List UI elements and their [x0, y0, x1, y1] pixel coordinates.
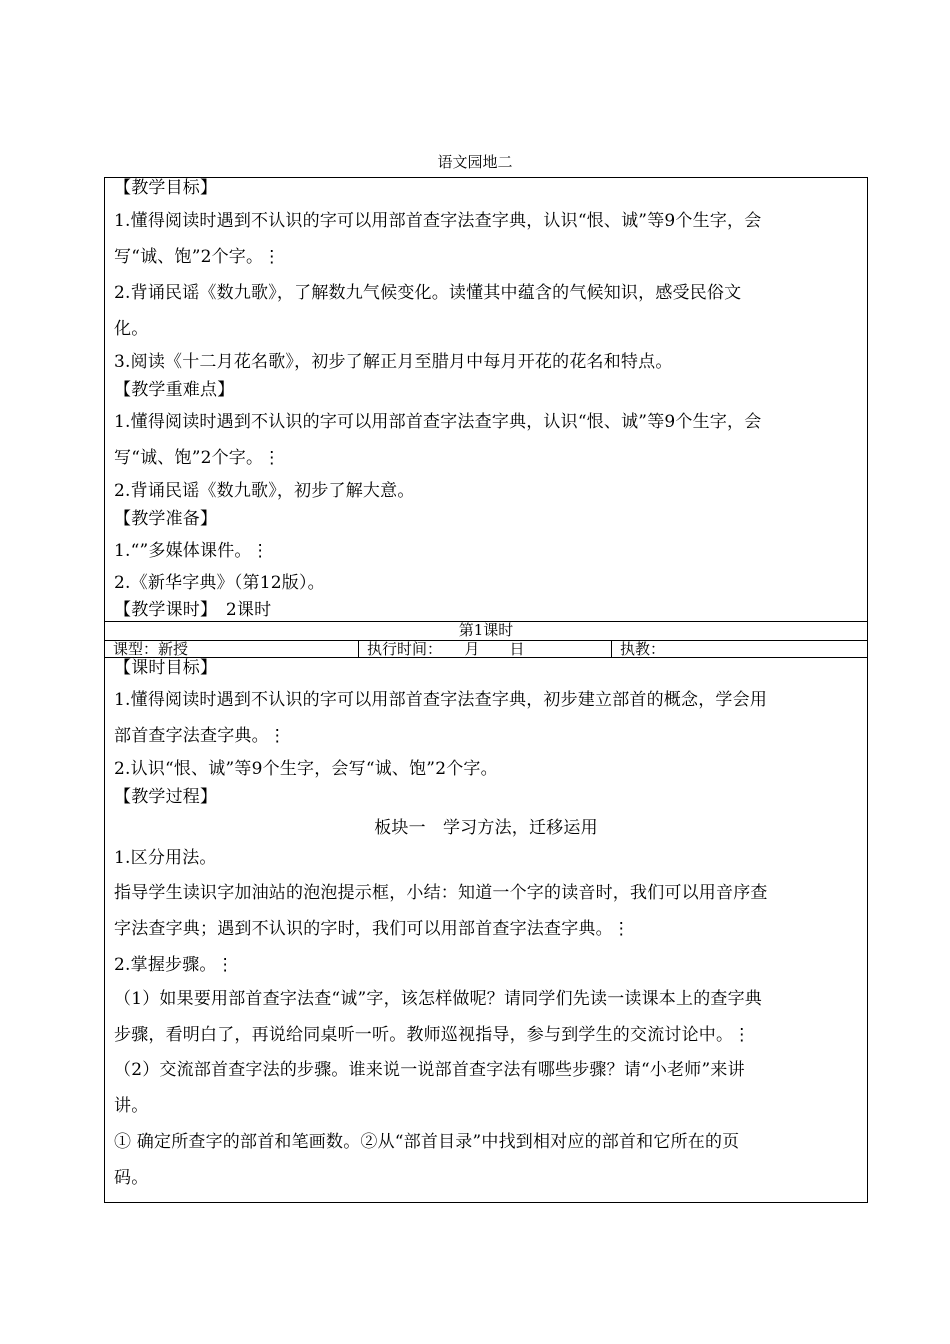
heading-lesson-goals: 【课时目标】 [114, 658, 218, 678]
lesson-title-row [104, 621, 868, 640]
teacher: 执教： [620, 641, 666, 657]
page-title: 语文园地二 [437, 153, 513, 171]
text-line: 部首查字法查字典。⋮ [114, 726, 286, 746]
text-line: 2.认识“恨、诚”等9个生字，会写“诚、饱”2个字。 [114, 759, 498, 779]
text-line: 2.掌握步骤。⋮ [114, 955, 234, 975]
text-line: 码。 [114, 1168, 149, 1188]
heading-preparation: 【教学准备】 [114, 509, 218, 529]
text-line: 1.懂得阅读时遇到不认识的字可以用部首查字法查字典，认识“恨、诚”等9个生字，会 [114, 211, 762, 231]
text-line: 3.阅读《十二月花名歌》，初步了解正月至腊月中每月开花的花名和特点。 [114, 352, 673, 372]
text-line: 1.“”多媒体课件。⋮ [114, 541, 269, 561]
text-line: （1）如果要用部首查字法查“诚”字，该怎样做呢？请同学们先读一读课本上的查字典 [114, 989, 762, 1009]
lesson-title: 第1课时 [458, 621, 514, 639]
text-line: 1.懂得阅读时遇到不认识的字可以用部首查字法查字典，初步建立部首的概念，学会用 [114, 690, 768, 710]
heading-key-points: 【教学重难点】 [114, 380, 235, 400]
lesson-info-row [104, 640, 868, 658]
text-line: 写“诚、饱”2个字。⋮ [114, 448, 281, 468]
text-line: 字法查字典；遇到不认识的字时，我们可以用部首查字法查字典。⋮ [114, 919, 630, 939]
text-line: ① 确定所查字的部首和笔画数。②从“部首目录”中找到相对应的部首和它所在的页 [114, 1132, 740, 1152]
text-line: 1.区分用法。 [114, 848, 217, 868]
execution-time: 执行时间： 月 日 [359, 641, 612, 657]
heading-class-hours: 【教学课时】 2课时 [114, 600, 272, 620]
text-line: 2.背诵民谣《数九歌》，了解数九气候变化。读懂其中蕴含的气候知识，感受民俗文 [114, 283, 742, 303]
text-line: 写“诚、饱”2个字。⋮ [114, 247, 281, 267]
text-line: 2.《新华字典》（第12版）。 [114, 573, 325, 593]
text-line: 2.背诵民谣《数九歌》，初步了解大意。 [114, 481, 415, 501]
text-line: 指导学生读识字加油站的泡泡提示框，小结：知道一个字的读音时，我们可以用音序查 [114, 883, 768, 903]
text-line: 1.懂得阅读时遇到不认识的字可以用部首查字法查字典，认识“恨、诚”等9个生字，会 [114, 412, 762, 432]
text-line: 讲。 [114, 1096, 149, 1116]
text-line: 步骤，看明白了，再说给同桌听一听。教师巡视指导，参与到学生的交流讨论中。⋮ [114, 1025, 751, 1045]
text-line: （2）交流部首查字法的步骤。谁来说一说部首查字法有哪些步骤？请“小老师”来讲 [114, 1060, 745, 1080]
heading-teaching-goals: 【教学目标】 [114, 178, 218, 198]
text-line: 化。 [114, 319, 149, 339]
lesson-type: 课型：新授 [105, 641, 359, 657]
block-heading: 板块一 学习方法，迁移运用 [374, 818, 598, 838]
heading-teaching-process: 【教学过程】 [114, 787, 218, 807]
